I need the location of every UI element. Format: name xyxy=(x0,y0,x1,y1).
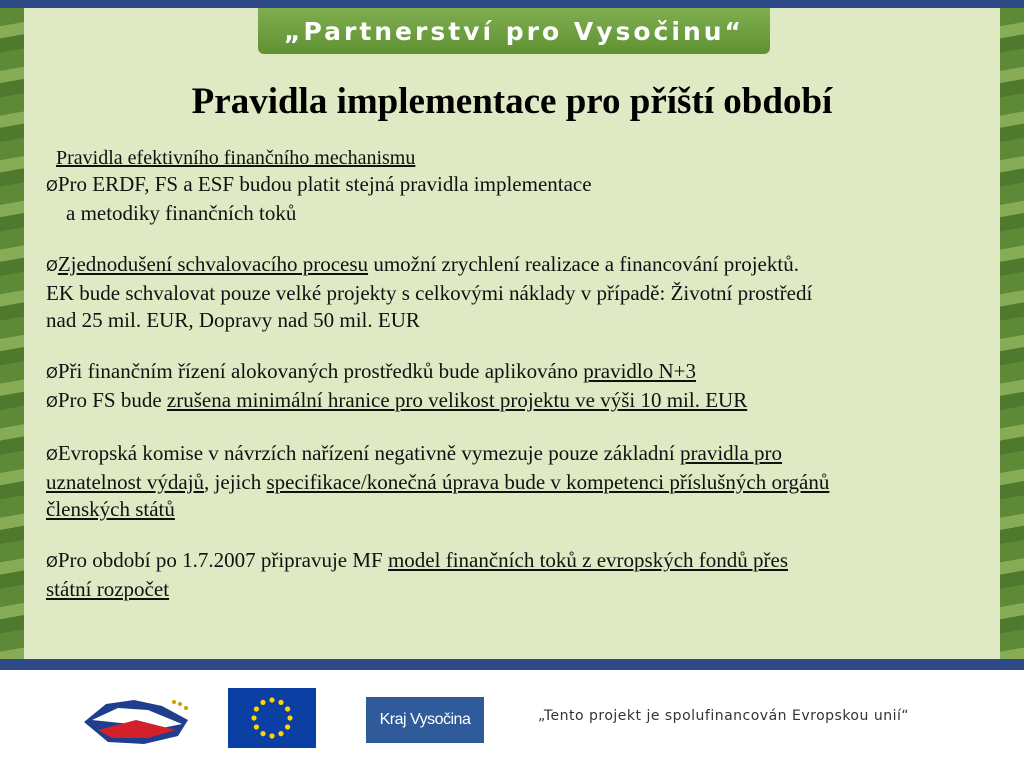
link-zrusena: zrušena minimální hranice pro velikost projektu ve výši 10 mil. EUR xyxy=(166,388,748,412)
bottom-frame-bar xyxy=(0,659,1024,670)
bullet-2: ØZjednodušení schvalovacího procesu umožní zrychlení realizace a financování projektů. xyxy=(46,252,799,276)
bullet-2-line3: nad 25 mil. EUR, Dopravy nad 50 mil. EUR xyxy=(46,308,420,332)
link-zjednoduseni: Zjednodušení schvalovacího procesu xyxy=(57,252,369,276)
bullet-6-line2: státní rozpočet xyxy=(46,577,170,601)
footer xyxy=(0,670,1024,768)
bullet-5-line2: uznatelnost výdajů, jejich specifikace/konečná úprava bude v kompetenci příslušných orgánů xyxy=(46,470,830,494)
top-frame-bar xyxy=(0,0,1024,8)
link-model: model finančních toků z evropských fondů přes xyxy=(387,548,789,572)
kraj-vysocina-logo: Kraj Vysočina xyxy=(366,697,484,743)
bullet-1: ØPro ERDF, FS a ESF budou platit stejná pravidla implementace xyxy=(46,172,592,196)
arrow-bullet-icon: Ø xyxy=(46,177,58,195)
link-pravidla-pro: pravidla pro xyxy=(680,441,783,465)
arrow-bullet-icon: Ø xyxy=(46,553,58,571)
slide-title: Pravidla implementace pro příští období xyxy=(191,81,833,122)
link-pravidlo: pravidlo N+3 xyxy=(583,359,697,383)
bullet-6: ØPro období po 1.7.2007 připravuje MF model finančních toků z evropských fondů přes xyxy=(46,548,789,572)
bullet-5-line3: členských států xyxy=(46,497,175,521)
bullet-4: ØPro FS bude zrušena minimální hranice pro velikost projektu ve výši 10 mil. EUR xyxy=(46,388,748,412)
eu-flag-icon xyxy=(228,688,316,748)
slide-content xyxy=(46,145,1006,603)
bullet-5: ØEvropská komise v návrzích nařízení negativně vymezuje pouze základní pravidla pro xyxy=(46,441,783,465)
header-banner xyxy=(258,8,770,54)
arrow-bullet-icon: Ø xyxy=(46,393,58,411)
link-specifikace: specifikace/konečná úprava bude v kompetenci příslušných orgánů xyxy=(266,470,830,494)
subheading: Pravidla efektivního finančního mechanismu xyxy=(56,147,416,169)
bullet-3: ØPři finančním řízení alokovaných prostředků bude aplikováno pravidlo N+3 xyxy=(46,359,697,383)
arrow-bullet-icon: Ø xyxy=(46,257,58,275)
cofinancing-note: „Tento projekt je spolufinancován Evropskou unií“ xyxy=(538,708,910,724)
bullet-1-cont: a metodiky finančních toků xyxy=(66,201,297,225)
czech-republic-logo-icon xyxy=(78,690,196,752)
banner-text: „Partnerství pro Vysočinu“ xyxy=(284,16,744,46)
bullet-2-line2: EK bude schvalovat pouze velké projekty s celkovými náklady v případě: Životní prostředí xyxy=(46,281,813,305)
arrow-bullet-icon: Ø xyxy=(46,446,58,464)
arrow-bullet-icon: Ø xyxy=(46,364,58,382)
